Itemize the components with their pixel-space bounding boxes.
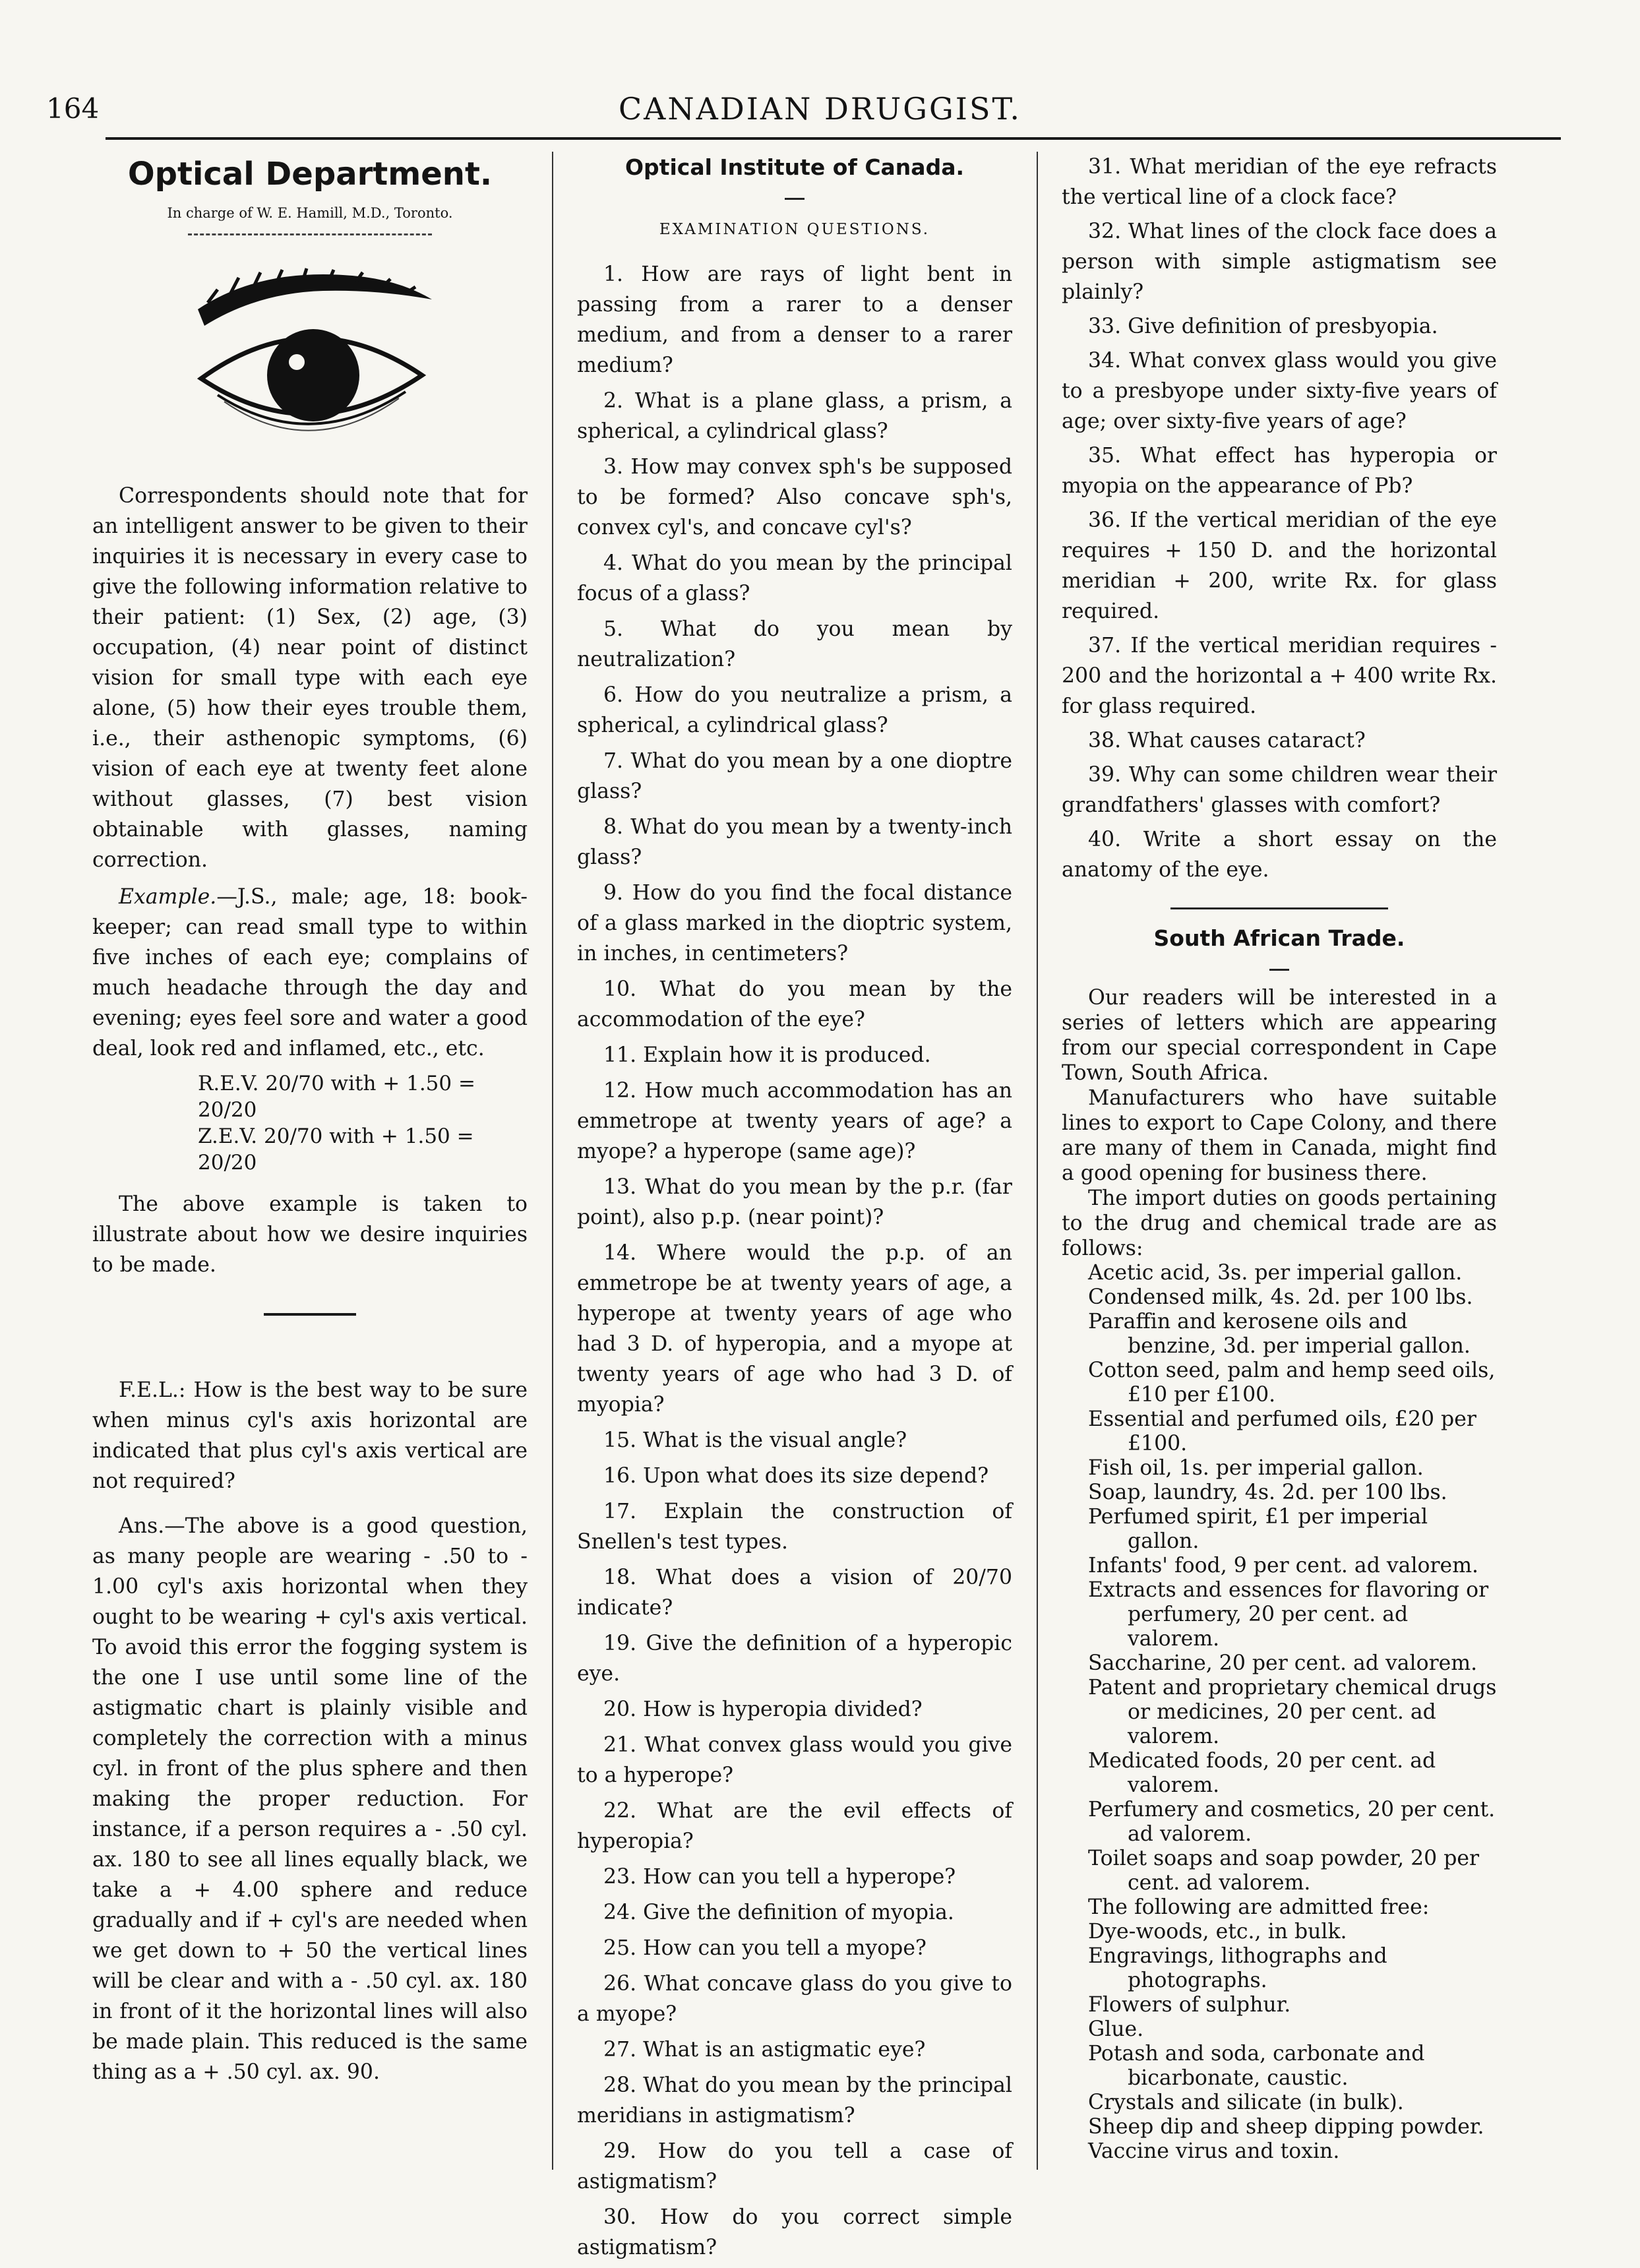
column-examination-questions: [577, 152, 1012, 2268]
question-item: 4. What do you mean by the principal focus of a glass?: [577, 551, 1012, 605]
question-item: 31. What meridian of the eye refracts the vertical line of a clock face?: [1062, 155, 1497, 209]
question-item: 2. What is a plane glass, a prism, a spherical, a cylindrical glass?: [577, 389, 1012, 443]
duty-item: Medicated foods, 20 per cent. ad valorem.: [1088, 1749, 1436, 1797]
page-number: 164: [46, 92, 100, 125]
question-item: 21. What convex glass would you give to a hyperope?: [577, 1733, 1012, 1787]
question-item: 37. If the vertical meridian requires - 200 and the horizontal a + 400 write Rx. for glass required.: [1062, 634, 1497, 718]
title-dash: [785, 198, 805, 200]
rev-line: R.E.V. 20/70 with + 1.50 = 20/20: [198, 1072, 475, 1122]
trade-paragraph: The import duties on goods pertaining to the drug and chemical trade are as follows:: [1062, 1186, 1497, 1260]
question-item: 8. What do you mean by a twenty-inch glass?: [577, 815, 1012, 869]
question-item: 12. How much accommodation has an emmetrope at twenty years of age? a myope? a hyperope (same age)?: [577, 1079, 1012, 1163]
dashed-divider: [188, 233, 432, 235]
question-item: 30. How do you correct simple astigmatism?: [577, 2205, 1012, 2259]
duty-item: Perfumed spirit, £1 per imperial gallon.: [1088, 1505, 1428, 1553]
reader-query: F.E.L.: How is the best way to be sure when minus cyl's axis horizontal are indicated that plus cyl's axis vertical are not required?: [92, 1378, 528, 1493]
example-paragraph: [92, 882, 528, 1064]
question-item: 39. Why can some children wear their grandfathers' glasses with comfort?: [1062, 763, 1497, 817]
section-divider: [1170, 907, 1388, 909]
question-item: 18. What does a vision of 20/70 indicate?: [577, 1566, 1012, 1620]
free-item: Vaccine virus and toxin.: [1088, 2139, 1340, 2163]
question-item: 11. Explain how it is produced.: [603, 1043, 931, 1067]
question-item: 26. What concave glass do you give to a myope?: [577, 1972, 1012, 2026]
duty-item: Cotton seed, palm and hemp seed oils, £10 per £100.: [1088, 1359, 1496, 1407]
column-separator: [1037, 152, 1038, 2170]
duty-item: Perfumery and cosmetics, 20 per cent. ad valorem.: [1088, 1798, 1496, 1846]
running-title: CANADIAN DRUGGIST.: [618, 91, 1022, 127]
question-item: 27. What is an astigmatic eye?: [603, 2038, 926, 2062]
question-item: 17. Explain the construction of Snellen's test types.: [577, 1500, 1012, 1554]
section-title-optical-department: Optical Department.: [127, 156, 493, 193]
title-dash: [1269, 969, 1289, 971]
query-answer: Ans.—The above is a good question, as many people are wearing - .50 to - 1.00 cyl's axis horizontal when they ought to be wearing + cyl's axis vertical. To avoid this error the fogging system is the one I use until some line of the astigmatic chart is plainly visible and completely the correction with a minus cyl. in front of the plus sphere and then making the proper reduction. For instance, if a person requires a - .50 cyl. ax. 180 to see all lines equally black, we take a + 4.00 sphere and reduce gradually and if + cyl's are needed when we get down to + 50 the vertical lines will be clear and with a - .50 cyl. ax. 180 in front of it the horizontal lines will also be made plain. This reduced is the same thing as a + .50 cyl. ax. 90.: [92, 1514, 528, 2084]
question-item: 15. What is the visual angle?: [603, 1428, 907, 1452]
duty-item: Condensed milk, 4s. 2d. per 100 lbs.: [1088, 1285, 1473, 1309]
question-item: 38. What causes cataract?: [1088, 729, 1366, 752]
question-item: 24. Give the definition of myopia.: [603, 1901, 954, 1924]
duty-item: Infants' food, 9 per cent. ad valorem.: [1088, 1554, 1479, 1578]
question-item: 16. Upon what does its size depend?: [603, 1464, 989, 1488]
in-charge-line: In charge of W. E. Hamill, M.D., Toronto.: [167, 205, 453, 221]
section-title-south-african-trade: South African Trade.: [1153, 925, 1405, 951]
question-item: 33. Give definition of presbyopia.: [1088, 315, 1438, 338]
question-item: 6. How do you neutralize a prism, a spherical, a cylindrical glass?: [577, 683, 1012, 737]
header-rule: [106, 137, 1561, 140]
duty-item: Patent and proprietary chemical drugs or medicines, 20 per cent. ad valorem.: [1088, 1676, 1497, 1748]
question-item: 7. What do you mean by a one dioptre glass?: [577, 749, 1012, 803]
column-separator: [552, 152, 553, 2170]
correspondents-note: Correspondents should note that for an intelligent answer to be given to their inquiries it is necessary in every case to give the following information relative to their patient: (1) Sex, (2) age, (3) occupation, (4) near point of distinct vision for small type with each eye alone, (5) how their eyes trouble them, i.e., their asthenopic symptoms, (6) vision of each eye at twenty feet alone without glasses, (7) best vision obtainable with glasses, naming correction.: [92, 484, 528, 872]
duty-item: Toilet soaps and soap powder, 20 per cent. ad valorem.: [1088, 1847, 1480, 1895]
exam-subtitle: EXAMINATION QUESTIONS.: [659, 221, 930, 238]
free-item: Sheep dip and sheep dipping powder.: [1088, 2115, 1484, 2139]
free-item: Crystals and silicate (in bulk).: [1088, 2091, 1404, 2114]
question-item: 13. What do you mean by the p.r. (far point), also p.p. (near point)?: [577, 1175, 1012, 1229]
free-item: Flowers of sulphur.: [1088, 1993, 1291, 2017]
question-item: 1. How are rays of light bent in passing from a rarer to a denser medium, and from a denser to a rarer medium?: [577, 262, 1012, 377]
question-item: 3. How may convex sph's be supposed to be formed? Also concave sph's, convex cyl's, and concave cyl's?: [577, 455, 1012, 539]
question-item: 34. What convex glass would you give to a presbyope under sixty-five years of age; over sixty-five years of age?: [1062, 349, 1497, 433]
question-item: 20. How is hyperopia divided?: [603, 1698, 923, 1721]
duty-item: Saccharine, 20 per cent. ad valorem.: [1088, 1651, 1478, 1675]
vision-results: [92, 1070, 528, 1176]
section-divider: [264, 1313, 356, 1316]
column-questions-and-trade: [1062, 152, 1497, 2164]
question-item: 10. What do you mean by the accommodation of the eye?: [577, 977, 1012, 1031]
question-item: 28. What do you mean by the principal meridians in astigmatism?: [577, 2073, 1012, 2128]
free-item: Potash and soda, carbonate and bicarbonate, caustic.: [1088, 2042, 1425, 2090]
duty-item: Fish oil, 1s. per imperial gallon.: [1088, 1456, 1424, 1480]
zev-line: Z.E.V. 20/70 with + 1.50 = 20/20: [198, 1124, 474, 1175]
example-text: —J.S., male; age, 18: book-keeper; can read small type to within five inches of each eye; complains of much headache through the day and evening; eyes feel sore and water a good deal, look red and inflamed, etc., etc.: [92, 885, 528, 1060]
question-item: 25. How can you tell a myope?: [603, 1936, 926, 1960]
question-item: 36. If the vertical meridian of the eye requires + 150 D. and the horizontal meridian + 200, write Rx. for glass required.: [1062, 508, 1497, 623]
duty-item: Essential and perfumed oils, £20 per £100.: [1088, 1407, 1476, 1456]
question-item: 32. What lines of the clock face does a person with simple astigmatism see plainly?: [1062, 220, 1497, 304]
free-list-intro: The following are admitted free:: [1088, 1895, 1430, 1919]
duty-item: Acetic acid, 3s. per imperial gallon.: [1088, 1261, 1463, 1285]
section-title-optical-institute: Optical Institute of Canada.: [625, 154, 964, 180]
free-item: Glue.: [1088, 2017, 1144, 2041]
question-item: 19. Give the definition of a hyperopic eye.: [577, 1632, 1012, 1686]
example-note: The above example is taken to illustrate about how we desire inquiries to be made.: [92, 1192, 528, 1277]
example-label: Example.: [119, 885, 217, 909]
trade-paragraph: Manufacturers who have suitable lines to export to Cape Colony, and there are many of them in Canada, might find a good opening for business there.: [1062, 1086, 1497, 1185]
question-item: 9. How do you find the focal distance of a glass marked in the dioptric system, in inches, in centimeters?: [577, 881, 1012, 965]
duty-item: Extracts and essences for flavoring or perfumery, 20 per cent. ad valorem.: [1088, 1578, 1489, 1651]
free-item: Engravings, lithographs and photographs.: [1088, 1944, 1387, 1992]
trade-paragraph: Our readers will be interested in a series of letters which are appearing from our special correspondent in Cape Town, South Africa.: [1062, 986, 1497, 1085]
duty-item: Paraffin and kerosene oils and benzine, 3d. per imperial gallon.: [1088, 1310, 1471, 1358]
question-item: 35. What effect has hyperopia or myopia on the appearance of Pb?: [1062, 444, 1497, 498]
free-item: Dye-woods, etc., in bulk.: [1088, 1920, 1347, 1944]
duty-item: Soap, laundry, 4s. 2d. per 100 lbs.: [1088, 1481, 1447, 1504]
eye-illustration: [178, 263, 442, 461]
question-item: 23. How can you tell a hyperope?: [603, 1865, 956, 1889]
question-item: 14. Where would the p.p. of an emmetrope be at twenty years of age, a hyperope at twenty years of age who had 3 D. of hyperopia, and a myope at twenty years of age who had 3 D. of myopia?: [577, 1241, 1012, 1417]
question-item: 40. Write a short essay on the anatomy of the eye.: [1062, 828, 1497, 882]
question-item: 29. How do you tell a case of astigmatism?: [577, 2139, 1012, 2193]
column-optical-department: [92, 152, 528, 2087]
question-item: 22. What are the evil effects of hyperopia?: [577, 1799, 1012, 1853]
question-item: 5. What do you mean by neutralization?: [577, 617, 1012, 671]
